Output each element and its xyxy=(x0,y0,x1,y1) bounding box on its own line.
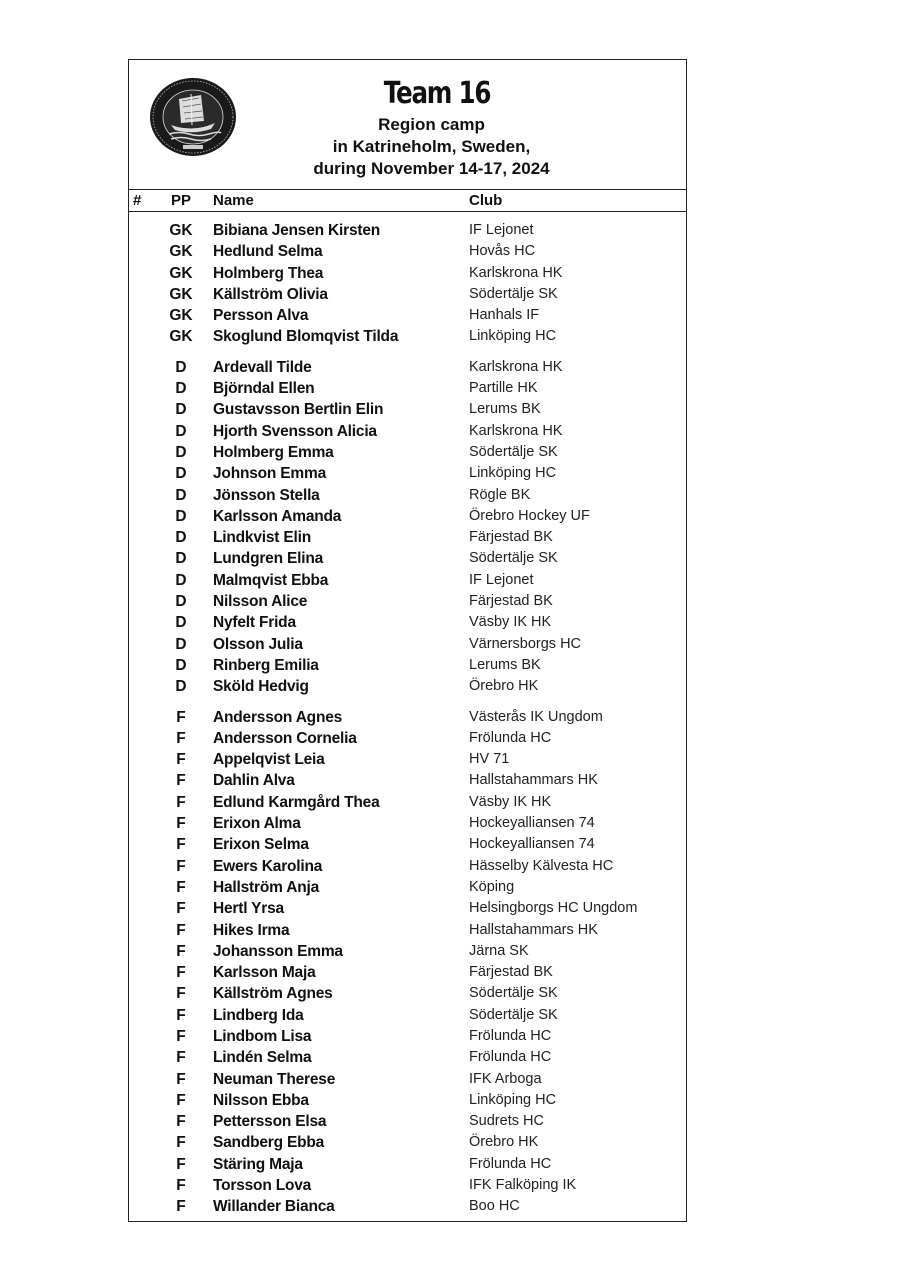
player-name: Holmberg Emma xyxy=(213,443,334,461)
player-row xyxy=(129,284,686,305)
player-name: Hedlund Selma xyxy=(213,243,323,261)
player-club: Hallstahammars HK xyxy=(469,772,598,789)
player-row xyxy=(129,655,686,676)
player-row xyxy=(129,1047,686,1068)
player-position: D xyxy=(175,550,187,568)
player-club: Linköping HC xyxy=(469,465,557,482)
player-row xyxy=(129,1111,686,1132)
player-name: Lindbom Lisa xyxy=(213,1027,312,1045)
player-position: F xyxy=(176,900,186,918)
player-club: Linköping HC xyxy=(469,328,557,345)
player-position: F xyxy=(176,857,186,875)
player-position: GK xyxy=(169,243,193,261)
player-row xyxy=(129,305,686,326)
player-position: F xyxy=(176,1027,186,1045)
player-name: Gustavsson Bertlin Elin xyxy=(213,401,384,419)
player-club: IF Lejonet xyxy=(469,571,534,588)
player-row xyxy=(129,856,686,877)
player-name: Appelqvist Leia xyxy=(213,751,325,769)
player-row xyxy=(129,676,686,697)
player-name: Edlund Karmgård Thea xyxy=(213,793,380,811)
player-position: F xyxy=(176,751,186,769)
player-name: Persson Alva xyxy=(213,307,309,325)
player-name: Dahlin Alva xyxy=(213,772,295,790)
player-position: F xyxy=(176,878,186,896)
player-club: HV 71 xyxy=(469,751,510,768)
player-position: D xyxy=(175,486,187,504)
player-name: Olsson Julia xyxy=(213,635,303,653)
player-row xyxy=(129,527,686,548)
player-club: Södertälje SK xyxy=(469,550,558,567)
player-name: Torsson Lova xyxy=(213,1177,312,1195)
player-position: F xyxy=(176,1091,186,1109)
player-name: Stäring Maja xyxy=(213,1155,303,1173)
player-row xyxy=(129,612,686,633)
player-row xyxy=(129,770,686,791)
player-name: Lindén Selma xyxy=(213,1049,312,1067)
player-name: Karlsson Maja xyxy=(213,964,316,982)
player-name: Erixon Selma xyxy=(213,836,309,854)
player-club: Väsby IK HK xyxy=(469,793,552,810)
player-row xyxy=(129,962,686,983)
player-name: Neuman Therese xyxy=(213,1070,336,1088)
player-club: Hockeyalliansen 74 xyxy=(469,815,595,832)
player-club: Södertälje SK xyxy=(469,985,558,1002)
player-club: Köping xyxy=(469,878,515,895)
player-position: D xyxy=(175,401,187,419)
player-name: Nilsson Ebba xyxy=(213,1091,309,1109)
player-row xyxy=(129,506,686,527)
player-row xyxy=(129,220,686,241)
player-name: Hallström Anja xyxy=(213,878,320,896)
player-row xyxy=(129,749,686,770)
player-row xyxy=(129,813,686,834)
player-row xyxy=(129,591,686,612)
player-club: Örebro HK xyxy=(469,1134,539,1151)
document-header xyxy=(129,60,686,190)
player-club: Södertälje SK xyxy=(469,443,558,460)
player-club: Partille HK xyxy=(469,380,538,397)
player-position: GK xyxy=(169,285,193,303)
player-name: Sandberg Ebba xyxy=(213,1134,325,1152)
player-club: Frölunda HC xyxy=(469,729,552,746)
player-row xyxy=(129,399,686,420)
player-position: F xyxy=(176,793,186,811)
player-name: Källström Olivia xyxy=(213,285,328,303)
player-name: Rinberg Emilia xyxy=(213,656,319,674)
player-club: Linköping HC xyxy=(469,1091,557,1108)
player-row xyxy=(129,357,686,378)
player-name: Pettersson Elsa xyxy=(213,1113,327,1131)
player-position: F xyxy=(176,1198,186,1216)
player-position: F xyxy=(176,964,186,982)
player-club: Helsingborgs HC Ungdom xyxy=(469,900,638,917)
player-row xyxy=(129,707,686,728)
player-position: D xyxy=(175,507,187,525)
player-position: GK xyxy=(169,328,193,346)
player-club: Södertälje SK xyxy=(469,1006,558,1023)
player-club: Järna SK xyxy=(469,942,529,959)
player-position: GK xyxy=(169,222,193,239)
event-location: in Katrineholm, Sweden, xyxy=(332,137,531,156)
player-club: Hallstahammars HK xyxy=(469,921,598,938)
column-header-club: Club xyxy=(469,192,503,209)
player-club: IFK Arboga xyxy=(469,1070,542,1087)
title-block xyxy=(129,74,686,180)
player-club: Örebro HK xyxy=(469,678,539,695)
player-club: IF Lejonet xyxy=(469,222,534,238)
event-dates: during November 14-17, 2024 xyxy=(313,159,550,178)
position-group-d xyxy=(129,357,686,698)
position-group-f xyxy=(129,707,686,1218)
player-club: Rögle BK xyxy=(469,486,531,503)
player-club: Frölunda HC xyxy=(469,1049,552,1066)
player-position: F xyxy=(176,815,186,833)
player-club: Frölunda HC xyxy=(469,1155,552,1172)
player-position: D xyxy=(175,529,187,547)
player-row xyxy=(129,421,686,442)
player-position: D xyxy=(175,571,187,589)
player-club: Södertälje SK xyxy=(469,285,558,302)
player-club: Hässelby Kälvesta HC xyxy=(469,857,614,874)
player-position: D xyxy=(175,443,187,461)
player-position: F xyxy=(176,1113,186,1131)
player-position: D xyxy=(175,635,187,653)
player-row xyxy=(129,920,686,941)
player-name: Andersson Agnes xyxy=(213,708,343,726)
player-name: Skoglund Blomqvist Tilda xyxy=(213,328,399,346)
player-row xyxy=(129,1132,686,1153)
player-row xyxy=(129,1154,686,1175)
player-position: F xyxy=(176,921,186,939)
player-position: F xyxy=(176,1177,186,1195)
player-row xyxy=(129,1005,686,1026)
player-club: Värnersborgs HC xyxy=(469,635,582,652)
event-name: Region camp xyxy=(378,115,485,134)
roster-list xyxy=(129,212,686,1218)
player-name: Hjorth Svensson Alicia xyxy=(213,422,377,440)
team-title: Team 16 xyxy=(384,76,491,111)
player-club: IFK Falköping IK xyxy=(469,1177,577,1194)
column-header-number: # xyxy=(133,192,142,209)
player-row xyxy=(129,326,686,347)
player-name: Björndal Ellen xyxy=(213,380,315,398)
player-position: GK xyxy=(169,264,193,282)
player-name: Lindkvist Elin xyxy=(213,529,311,547)
player-row xyxy=(129,834,686,855)
player-position: D xyxy=(175,614,187,632)
player-club: Lerums BK xyxy=(469,401,541,418)
player-name: Hikes Irma xyxy=(213,921,290,939)
player-name: Johnson Emma xyxy=(213,465,327,483)
player-club: Frölunda HC xyxy=(469,1027,552,1044)
player-name: Nilsson Alice xyxy=(213,593,308,611)
player-position: F xyxy=(176,985,186,1003)
player-row xyxy=(129,442,686,463)
player-name: Lundgren Elina xyxy=(213,550,324,568)
player-row xyxy=(129,877,686,898)
player-row xyxy=(129,570,686,591)
player-row xyxy=(129,1069,686,1090)
player-name: Johansson Emma xyxy=(213,942,343,960)
player-name: Ewers Karolina xyxy=(213,857,323,875)
player-club: Hockeyalliansen 74 xyxy=(469,836,595,853)
player-row xyxy=(129,485,686,506)
player-club: Karlskrona HK xyxy=(469,358,563,375)
player-name: Lindberg Ida xyxy=(213,1006,304,1024)
player-name: Nyfelt Frida xyxy=(213,614,296,632)
player-name: Malmqvist Ebba xyxy=(213,571,329,589)
player-club: Färjestad BK xyxy=(469,593,553,610)
player-club: Färjestad BK xyxy=(469,964,553,981)
player-name: Erixon Alma xyxy=(213,815,301,833)
player-position: F xyxy=(176,942,186,960)
player-club: Väsby IK HK xyxy=(469,614,552,631)
player-row xyxy=(129,241,686,262)
player-row xyxy=(129,463,686,484)
column-header-row xyxy=(129,190,686,212)
player-club: Hovås HC xyxy=(469,243,536,260)
player-position: D xyxy=(175,678,187,696)
player-position: D xyxy=(175,422,187,440)
column-header-name: Name xyxy=(213,192,254,209)
player-name: Källström Agnes xyxy=(213,985,333,1003)
player-position: D xyxy=(175,380,187,398)
player-position: D xyxy=(175,358,187,376)
player-position: D xyxy=(175,656,187,674)
player-position: F xyxy=(176,1134,186,1152)
player-club: Västerås IK Ungdom xyxy=(469,708,603,725)
player-club: Örebro Hockey UF xyxy=(469,507,590,524)
player-club: Karlskrona HK xyxy=(469,422,563,439)
column-header-position: PP xyxy=(171,192,192,209)
player-club: Färjestad BK xyxy=(469,529,553,546)
player-club: Sudrets HC xyxy=(469,1113,544,1130)
player-name: Hertl Yrsa xyxy=(213,900,284,918)
player-name: Holmberg Thea xyxy=(213,264,324,282)
player-club: Lerums BK xyxy=(469,656,541,673)
player-club: Boo HC xyxy=(469,1198,520,1215)
player-position: F xyxy=(176,836,186,854)
player-row xyxy=(129,983,686,1004)
player-row xyxy=(129,1196,686,1217)
player-position: D xyxy=(175,593,187,611)
player-position: F xyxy=(176,1155,186,1173)
player-name: Sköld Hedvig xyxy=(213,678,309,696)
player-club: Karlskrona HK xyxy=(469,264,563,281)
player-row xyxy=(129,263,686,284)
roster-sheet xyxy=(128,59,687,1222)
player-club: Hanhals IF xyxy=(469,307,540,324)
player-row xyxy=(129,1175,686,1196)
player-position: D xyxy=(175,465,187,483)
player-row xyxy=(129,548,686,569)
player-name: Jönsson Stella xyxy=(213,486,320,504)
player-row xyxy=(129,728,686,749)
player-position: F xyxy=(176,729,186,747)
player-name: Andersson Cornelia xyxy=(213,729,357,747)
player-name: Karlsson Amanda xyxy=(213,507,342,525)
player-name: Willander Bianca xyxy=(213,1198,335,1216)
player-position: F xyxy=(176,1006,186,1024)
player-name: Ardevall Tilde xyxy=(213,358,312,376)
player-row xyxy=(129,1026,686,1047)
player-position: F xyxy=(176,1070,186,1088)
player-position: F xyxy=(176,1049,186,1067)
player-row xyxy=(129,378,686,399)
player-position: F xyxy=(176,772,186,790)
player-position: F xyxy=(176,708,186,726)
player-row xyxy=(129,898,686,919)
player-position: GK xyxy=(169,307,193,325)
player-row xyxy=(129,941,686,962)
position-group-gk xyxy=(129,220,686,348)
player-row xyxy=(129,1090,686,1111)
player-row xyxy=(129,792,686,813)
player-row xyxy=(129,634,686,655)
player-name: Bibiana Jensen Kirsten xyxy=(213,222,381,239)
